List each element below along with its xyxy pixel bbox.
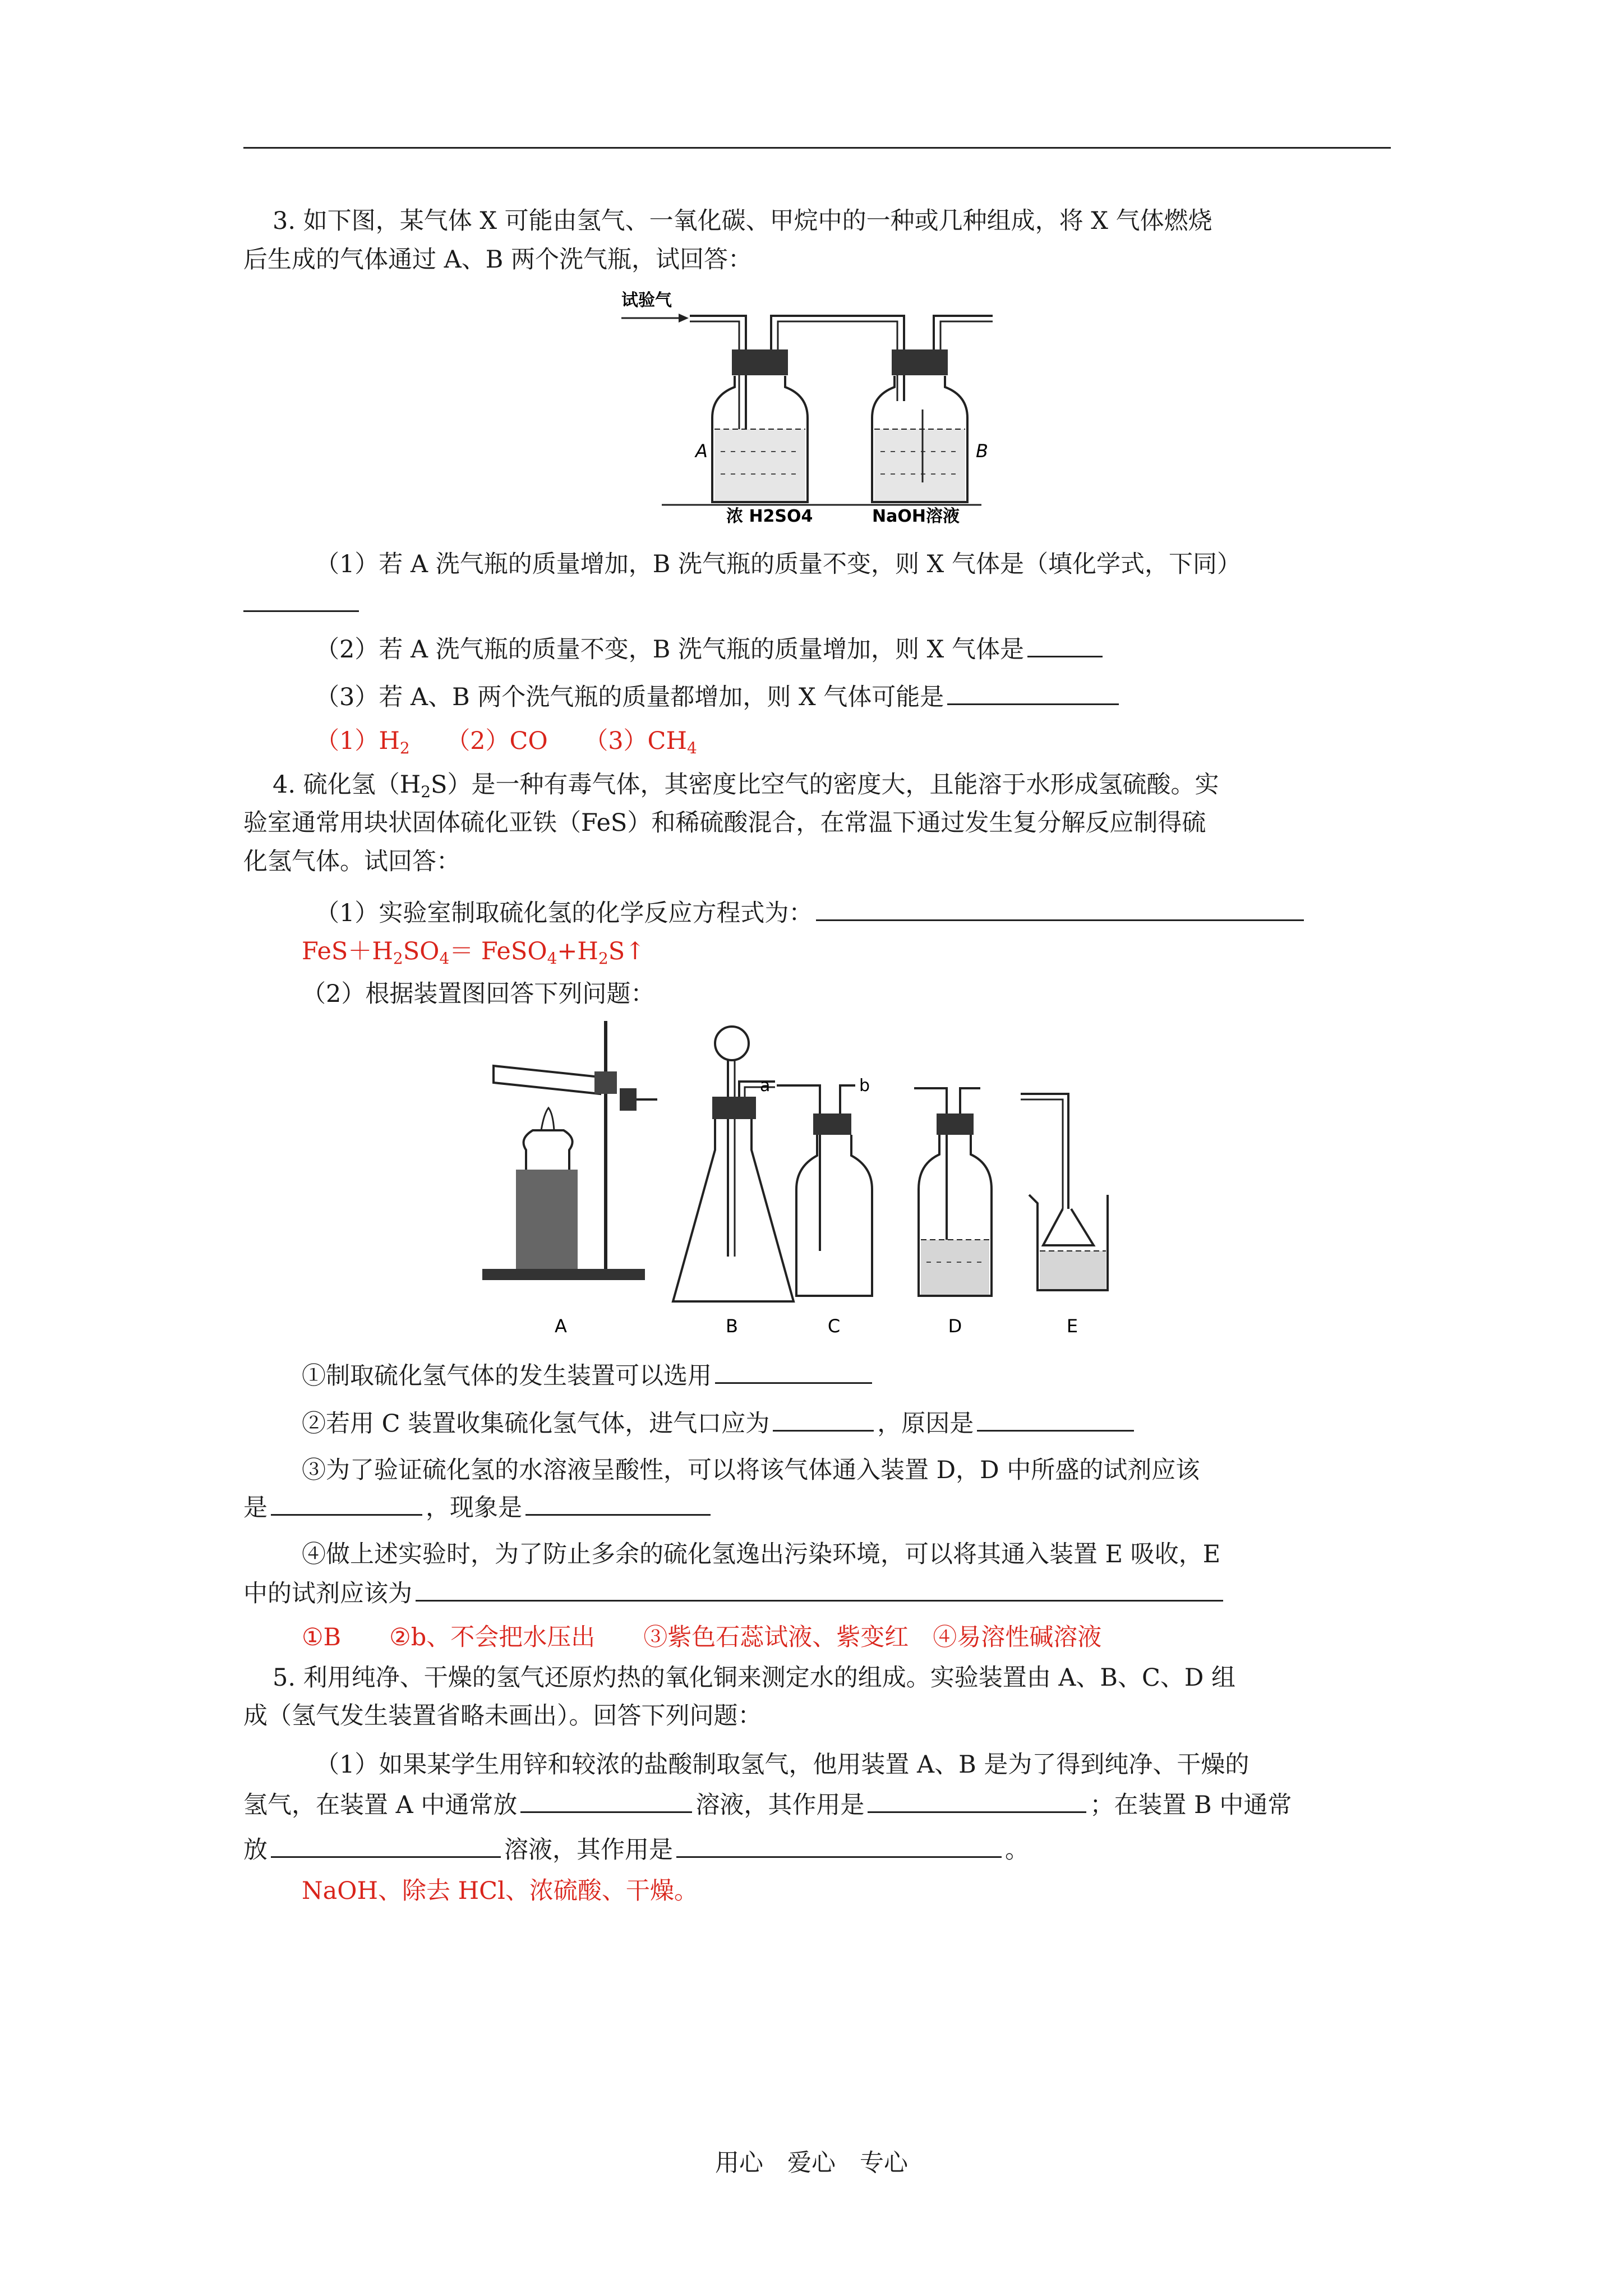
q4-s3: ③为了验证硫化氢的水溶液呈酸性，可以将该气体通入装置 D，D 中所盛的试剂应该 [302, 1456, 1200, 1484]
q4-answers: ①B ②b、不会把水压出 ③紫色石蕊试液、紫变红 ④易溶性碱溶液 [302, 1623, 1102, 1651]
q5-blank1[interactable] [520, 1787, 692, 1813]
q4-s3-blank2[interactable] [525, 1489, 711, 1516]
q4-part1: （1）实验室制取硫化氢的化学反应方程式为： [315, 899, 813, 927]
q3-label-a: A [695, 440, 708, 462]
q5-blank4[interactable] [676, 1832, 1002, 1858]
q4-s3-2b: ，现象是 [426, 1494, 522, 1522]
q4-s2-blank2[interactable] [977, 1405, 1134, 1432]
q4-part2: （2）根据装置图回答下列问题： [302, 980, 655, 1008]
q5-p1-2a: 氢气，在装置 A 中通常放 [243, 1791, 518, 1819]
header-rule [243, 147, 1391, 149]
q3-label-b: B [976, 440, 988, 462]
q3-gas-washing-figure [617, 289, 1009, 527]
q3-answers: $(1)H_2$ （2）CO $(3)CH_4$ [315, 727, 697, 757]
q3-caption-a: 浓 H2SO4 [726, 507, 813, 524]
apparatus-d [914, 1088, 992, 1296]
q4-s4-2: 中的试剂应该为 [243, 1580, 412, 1608]
apparatus-b [673, 1027, 794, 1301]
q3-inlet-label: 试验气 [621, 291, 672, 310]
q4-s4: ④做上述实验时，为了防止多余的硫化氢逸出污染环境，可以将其通入装置 E 吸收，E [302, 1540, 1221, 1568]
q3-intro-line1: 3. 如下图，某气体 X 可能由氢气、一氧化碳、甲烷中的一种或几种组成，将 X 气体燃烧 [273, 207, 1212, 235]
q4-apparatus-figure [460, 1010, 1267, 1343]
q3-intro-line2: 后生成的气体通过 A、B 两个洗气瓶，试回答： [243, 246, 752, 274]
port-b-label: b [859, 1076, 870, 1096]
q5-p1-3a: 放 [243, 1836, 268, 1864]
label-c: C [827, 1315, 841, 1337]
q4-intro-line2: 验室通常用块状固体硫化亚铁（FeS）和稀硫酸混合，在常温下通过发生复分解反应制得硫 [243, 809, 1206, 837]
q5-blank3[interactable] [271, 1832, 501, 1858]
q4-part1-blank[interactable] [816, 895, 1304, 921]
q3-part2-blank[interactable] [1027, 631, 1103, 657]
q4-s2b: ，原因是 [877, 1410, 974, 1438]
q3-part1: （1）若 A 洗气瓶的质量增加，B 洗气瓶的质量不变，则 X 气体是（填化学式，下同） [315, 550, 1241, 578]
q4-s4-blank[interactable] [416, 1575, 1223, 1602]
q4-s3-2a: 是 [243, 1494, 268, 1522]
port-a-label: a [760, 1076, 771, 1096]
label-a: A [555, 1315, 567, 1337]
q5-part1-line1: （1）如果某学生用锌和较浓的盐酸制取氢气，他用装置 A、B 是为了得到纯净、干燥的 [315, 1751, 1249, 1779]
q5-answer: NaOH、除去 HCl、浓硫酸、干燥。 [302, 1877, 698, 1905]
label-d: D [948, 1315, 962, 1337]
q4-s2a: ②若用 C 装置收集硫化氢气体，进气口应为 [302, 1410, 770, 1438]
q5-p1-2c: ；在装置 B 中通常 [1090, 1791, 1292, 1819]
q5-p1-2b: 溶液，其作用是 [695, 1791, 865, 1819]
apparatus-e [1021, 1094, 1108, 1290]
q5-intro-line2: 成（氢气发生装置省略未画出）。回答下列问题： [243, 1702, 762, 1730]
q4-s3-blank1[interactable] [271, 1489, 422, 1516]
q3-caption-b: NaOH溶液 [872, 507, 960, 524]
q5-intro-line1: 5. 利用纯净、干燥的氢气还原灼热的氧化铜来测定水的组成。实验装置由 A、B、C、D 组 [273, 1664, 1236, 1692]
q4-s1-blank[interactable] [715, 1358, 872, 1384]
q4-equation: $FeS+H_2SO_4=$ $FeSO_4+H_2S↑$ [302, 937, 645, 968]
q4-intro-line3: 化氢气体。试回答： [243, 848, 460, 876]
q5-p1-3c: 。 [1005, 1836, 1029, 1864]
q4-intro-line1: 4. 硫化氢$(H_2S)$是一种有毒气体，其密度比空气的密度大，且能溶于水形成氢硫酸。实 [273, 771, 1219, 801]
q3-part3: （3）若 A、B 两个洗气瓶的质量都增加，则 X 气体可能是 [315, 683, 944, 711]
q4-s2-blank1[interactable] [773, 1405, 874, 1432]
bottle-a [712, 349, 808, 502]
apparatus-c [760, 1076, 872, 1296]
label-b: B [726, 1315, 738, 1337]
q5-blank2[interactable] [868, 1787, 1086, 1813]
q3-part1-blank[interactable] [243, 586, 359, 612]
bottle-b [872, 349, 967, 502]
label-e: E [1066, 1315, 1078, 1337]
apparatus-a [482, 1021, 657, 1280]
q4-s1: ①制取硫化氢气体的发生装置可以选用 [302, 1362, 712, 1390]
q5-p1-3b: 溶液，其作用是 [504, 1836, 673, 1864]
page-footer: 用心 爱心 专心 [715, 2149, 908, 2177]
q3-part2: （2）若 A 洗气瓶的质量不变，B 洗气瓶的质量增加，则 X 气体是 [315, 636, 1024, 664]
q3-part3-blank[interactable] [947, 679, 1119, 705]
